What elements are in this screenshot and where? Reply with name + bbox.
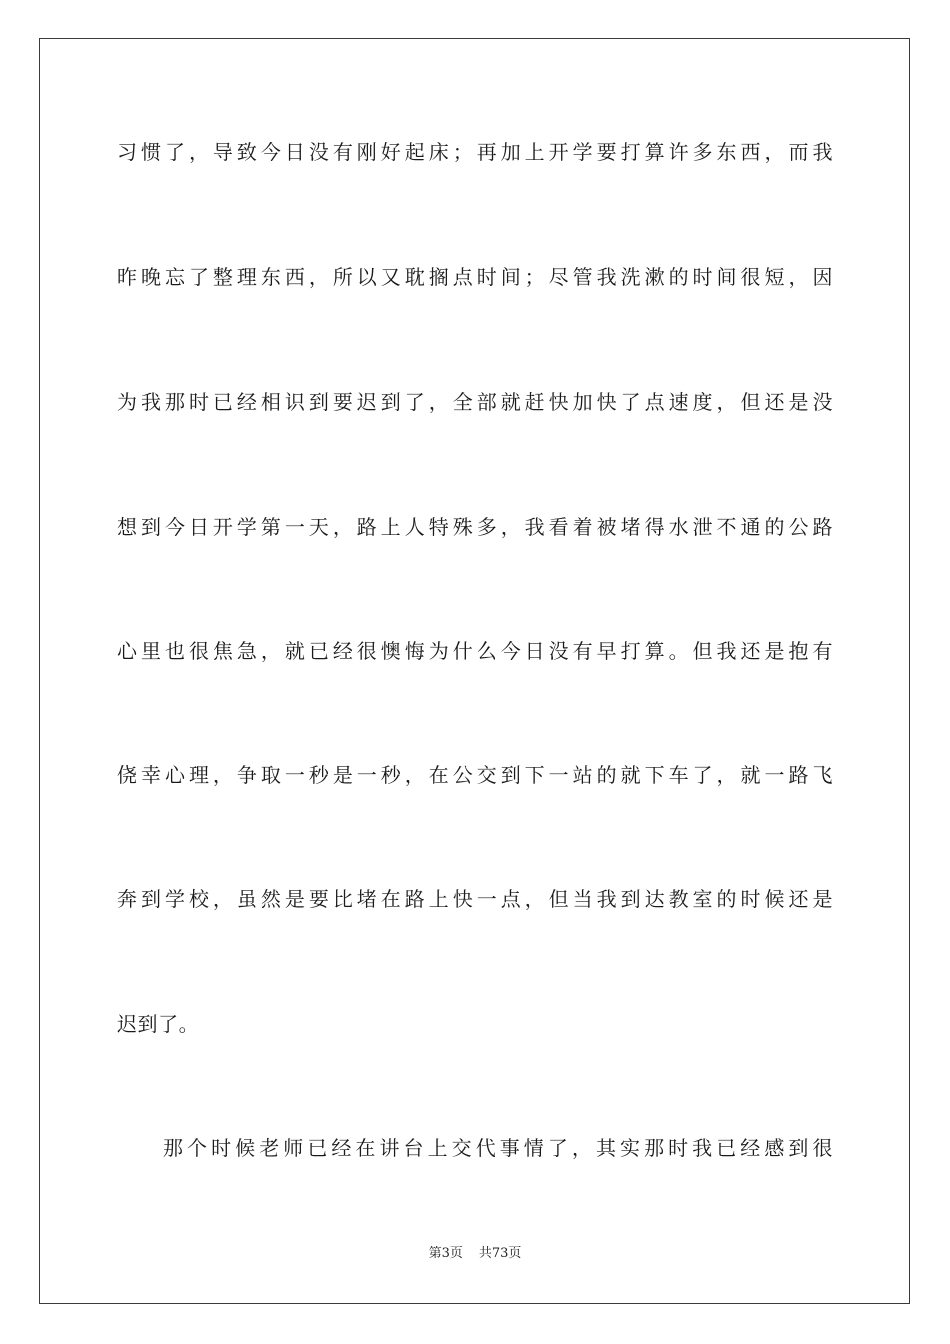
paragraph-line: 为我那时已经相识到要迟到了，全部就赶快加快了点速度，但还是没: [117, 390, 833, 414]
page-border: [39, 38, 910, 1304]
paragraph-line: 想到今日开学第一天，路上人特殊多，我看着被堵得水泄不通的公路: [117, 515, 833, 539]
paragraph-line-last: 迟到了。: [117, 1012, 200, 1036]
paragraph-line: 奔到学校，虽然是要比堵在路上快一点，但当我到达教室的时候还是: [117, 887, 833, 911]
paragraph-indented-line: 那个时候老师已经在讲台上交代事情了，其实那时我已经感到很: [163, 1136, 833, 1160]
paragraph-line: 习惯了，导致今日没有刚好起床；再加上开学要打算许多东西，而我: [117, 140, 833, 164]
page-footer: [0, 1245, 950, 1263]
total-pages: 共73页: [478, 1246, 522, 1261]
paragraph-line: 心里也很焦急，就已经很懊悔为什么今日没有早打算。但我还是抱有: [117, 639, 833, 663]
paragraph-line: 侥幸心理，争取一秒是一秒，在公交到下一站的就下车了，就一路飞: [117, 763, 833, 787]
page-number: 第3页: [428, 1246, 463, 1261]
paragraph-line: 昨晚忘了整理东西，所以又耽搁点时间；尽管我洗漱的时间很短，因: [117, 265, 833, 289]
